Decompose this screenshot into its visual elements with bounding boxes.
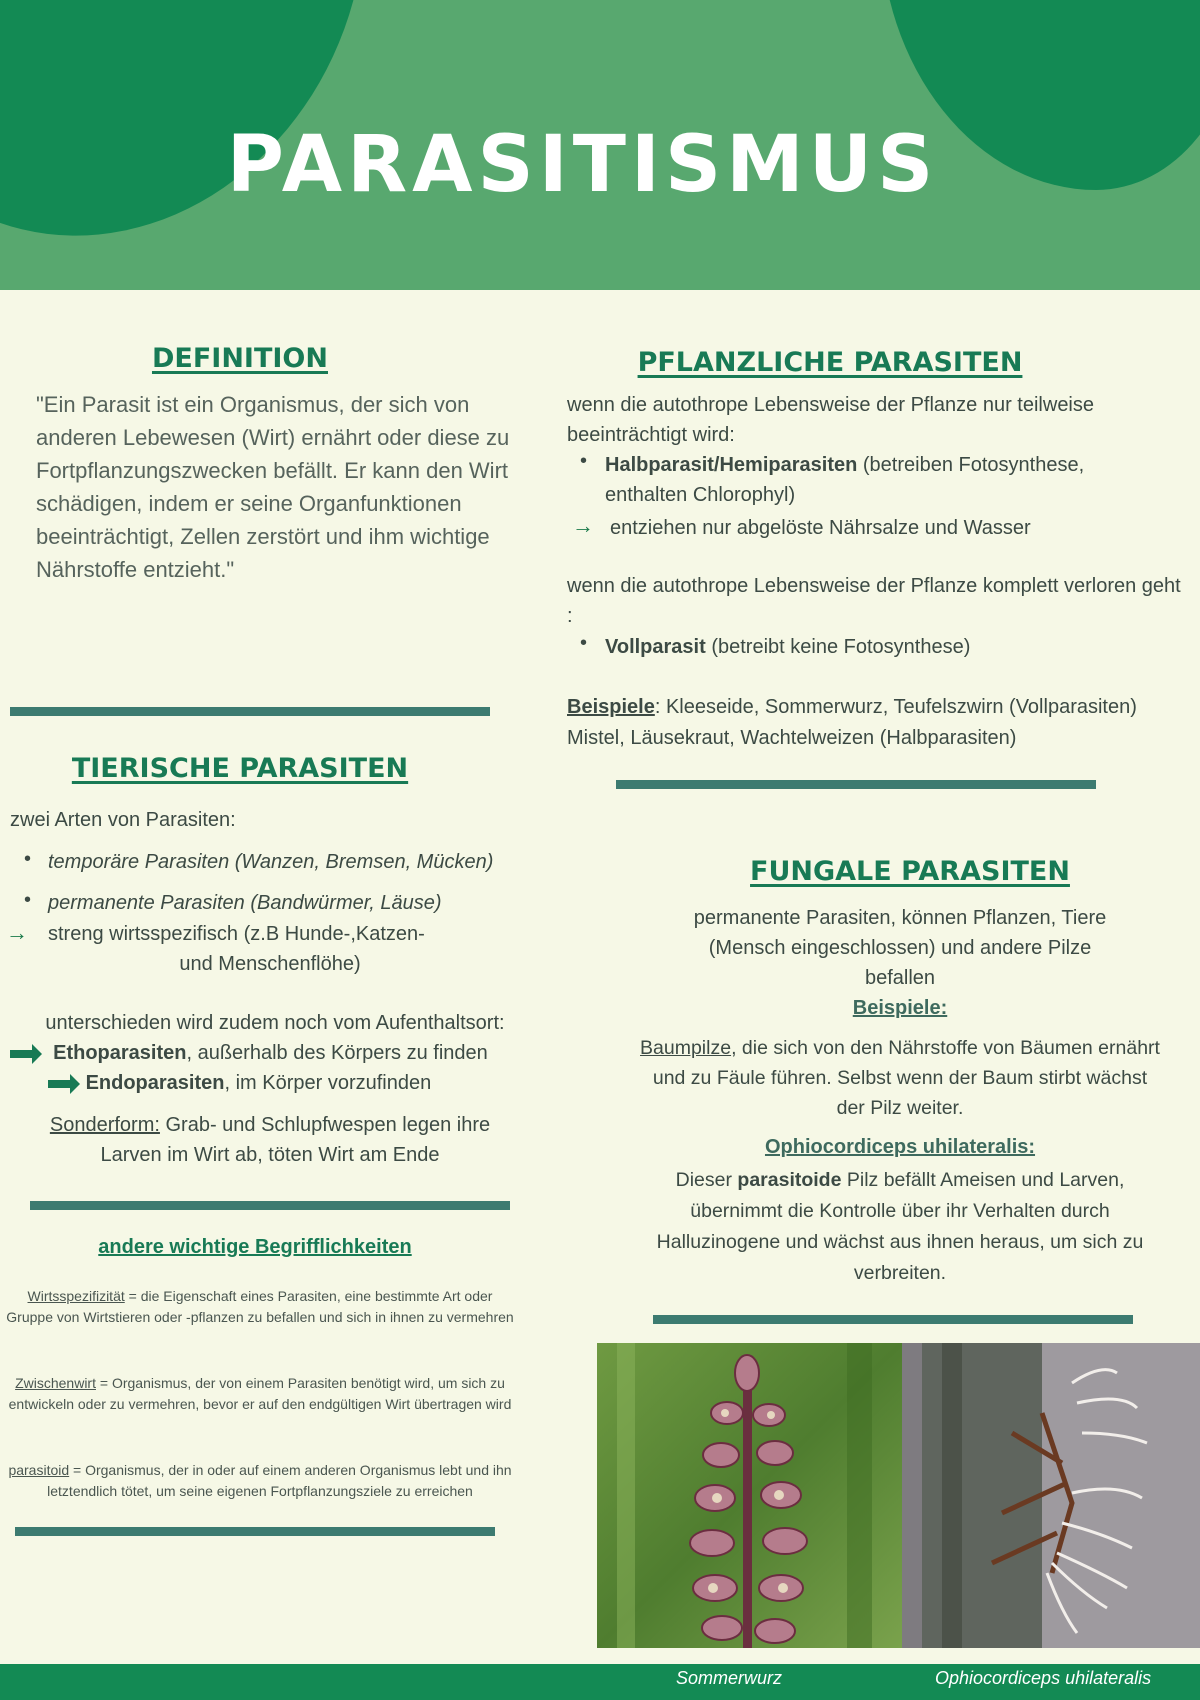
arrow-icon: → [572, 513, 594, 538]
page-title: PARASITISMUS [226, 120, 939, 210]
definition-text: "Ein Parasit ist ein Organismus, der sich von anderen Lebewesen (Wirt) ernährt oder diese zu Fortpflanzungszwecken befällt. Er kann den Wirt schädigen, indem er seine Organfunktionen beeinträchtigt, Zellen zerstört und ihm wichtige Nährstoffe entzieht." [36, 392, 510, 582]
term-wirtsspezifizitaet: Wirtsspezifizität = die Eigenschaft eines Parasiten, eine bestimmte Art oder Gruppe von Wirtstieren oder -pflanzen zu befallen und sich in ihnen zu vermehren [6, 1288, 514, 1325]
ophiocordiceps-photo [902, 1343, 1200, 1648]
arrow-icon: → [6, 920, 28, 945]
fat-arrow-icon [48, 1080, 70, 1088]
caption-ophiocordiceps: Ophiocordiceps uhilateralis [935, 1668, 1152, 1688]
terms-heading: andere wichtige Begrifflichkeiten [98, 1236, 412, 1258]
plant-examples: Beispiele: Kleeseide, Sommerwurz, Teufelszwirn (Vollparasiten) Mistel, Läusekraut, Wachtelweizen (Halbparasiten) [567, 696, 1137, 749]
plant-fullparasite-item: Vollparasit (betreibt keine Fotosynthese) [605, 636, 971, 658]
fungal-example-ophiocordiceps-text: Dieser parasitoide Pilz befällt Ameisen und Larven, übernimmt die Kontrolle über ihr Verhalten durch Halluzinogene und wächst aus ihnen heraus, um sich zu verbreiten. [656, 1169, 1144, 1284]
animal-intro: zwei Arten von Parasiten: [10, 809, 236, 831]
animal-arrow-line1: streng wirtsspezifisch (z.B Hunde-,Katzen- [48, 923, 425, 945]
fungal-intro: permanente Parasiten, können Pflanzen, Tiere (Mensch eingeschlossen) und andere Pilze befallen [693, 907, 1107, 989]
plant-intro-complete: wenn die autothrope Lebensweise der Pflanze komplett verloren geht : [567, 575, 1181, 627]
divider [653, 1315, 1133, 1324]
term-parasitoid: parasitoid = Organismus, der in oder auf einem anderen Organismus lebt und ihn letztendlich tötet, um seine eigenen Fortpflanzungsziele zu erreichen [8, 1462, 512, 1499]
animal-arrow-line2: und Menschenflöhe) [179, 953, 361, 975]
animal-parasites-heading: TIERISCHE PARASITEN [71, 753, 409, 784]
plant-parasites-heading: PFLANZLICHE PARASITEN [637, 347, 1023, 378]
fungal-example-ophiocordiceps-title: Ophiocordiceps uhilateralis: [764, 1136, 1036, 1158]
fungal-example-baumpilze: Baumpilze, die sich von den Nährstoffe von Bäumen ernährt und zu Fäule führen. Selbst wenn der Baum stirbt wächst der Pilz weiter. [640, 1037, 1160, 1119]
animal-place-intro: unterschieden wird zudem noch vom Aufenthaltsort: [45, 1012, 505, 1034]
divider [15, 1527, 495, 1536]
bullet-icon: • [580, 450, 588, 472]
animal-item-permanent: permanente Parasiten (Bandwürmer, Läuse) [48, 892, 442, 914]
sommerwurz-photo [597, 1343, 902, 1648]
term-zwischenwirt: Zwischenwirt = Organismus, der von einem Parasiten benötigt wird, um sich zu entwickeln oder zu vermehren, bevor er auf den endgültigen Wirt übertragen wird [8, 1375, 512, 1412]
fungal-examples-label: Beispiele: [852, 997, 948, 1019]
definition-heading: DEFINITION [151, 343, 328, 374]
plant-intro-partial: wenn die autothrope Lebensweise der Pflanze nur teilweise beeinträchtigt wird: [567, 394, 1095, 446]
animal-etho-item: Ethoparasiten, außerhalb des Körpers zu finden [10, 1039, 550, 1067]
plant-arrow-text: entziehen nur abgelöste Nährsalze und Wasser [610, 517, 1031, 539]
fungal-parasites-heading: FUNGALE PARASITEN [750, 856, 1070, 887]
header-banner [0, 0, 1200, 290]
plant-hemiparasite-item: Halbparasit/Hemiparasiten (betreiben Fotosynthese, enthalten Chlorophyl) [605, 454, 1085, 506]
bullet-icon: • [24, 889, 32, 911]
bullet-icon: • [24, 848, 32, 870]
fat-arrow-icon [10, 1050, 32, 1058]
bullet-icon: • [580, 632, 588, 654]
divider [616, 780, 1096, 789]
divider [30, 1201, 510, 1210]
animal-item-temporary: temporäre Parasiten (Wanzen, Bremsen, Mücken) [48, 851, 494, 873]
caption-sommerwurz: Sommerwurz [676, 1668, 783, 1688]
divider [10, 707, 490, 716]
animal-special-form: Sonderform: Grab- und Schlupfwespen legen ihre Larven im Wirt ab, töten Wirt am Ende [49, 1114, 491, 1166]
animal-endo-item: Endoparasiten, im Körper vorzufinden [48, 1069, 548, 1097]
